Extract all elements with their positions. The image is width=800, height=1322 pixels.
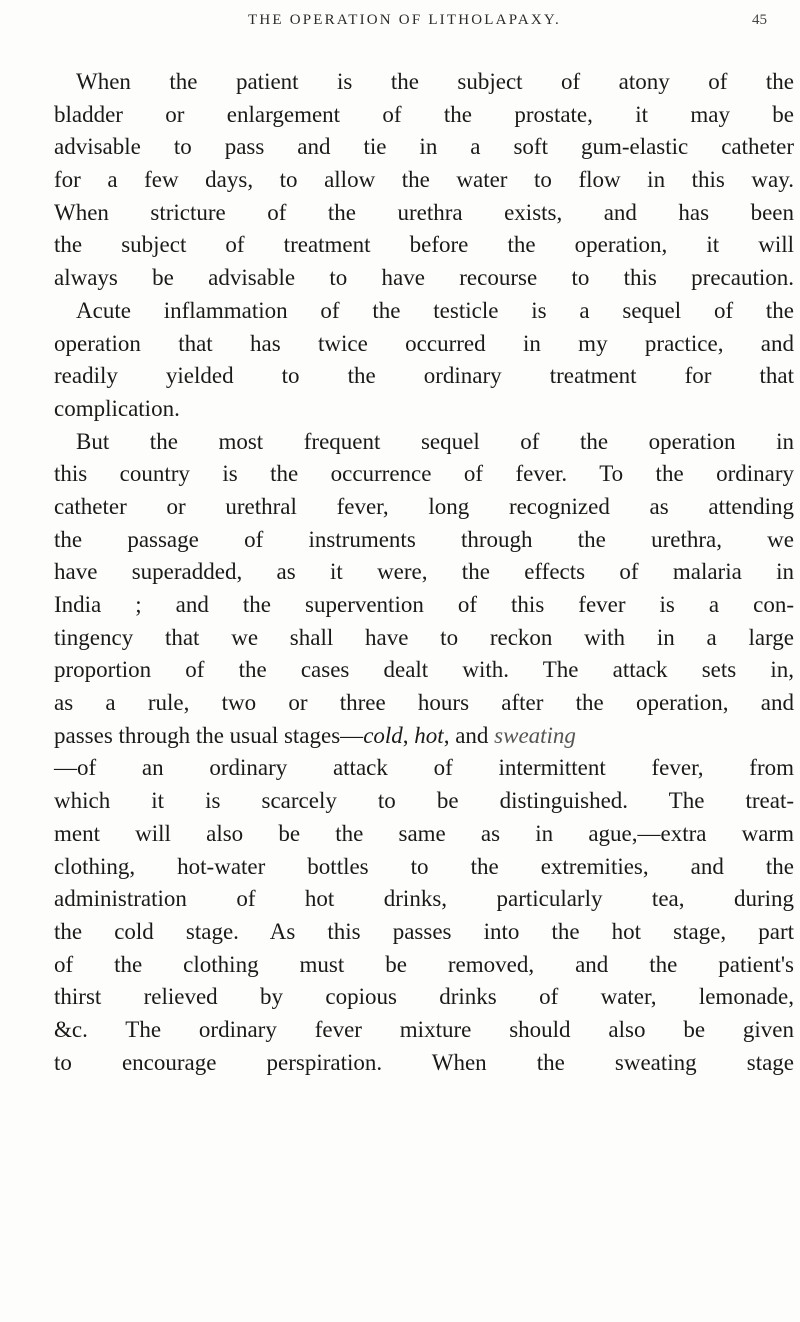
italic-word-sweating: sweating [494,722,576,748]
text-line: catheter or urethral fever, long recognized as attending [54,493,794,519]
text-line: the passage of instruments through the urethra, we [54,526,794,552]
text-line: clothing, hot-water bottles to the extremities, and the [54,853,794,879]
text-line: have superadded, as it were, the effects of malaria in [54,559,794,585]
text-line: India ; and the supervention of this fever is a con- [54,592,794,617]
text-line: &c. The ordinary fever mixture should also be given [54,1016,794,1042]
text-line: complication. [54,395,180,421]
text-line: —of an ordinary attack of intermittent fever, from [54,755,794,781]
text-line: thirst relieved by copious drinks of water, lemonade, [54,984,794,1010]
text-line: this country is the occurrence of fever. To the ordinary [54,461,794,487]
italic-word-cold: cold [363,722,403,748]
text-fragment: , and [443,722,495,748]
text-line: operation that has twice occurred in my practice, and [54,330,794,356]
text-line: When the patient is the subject of atony of the [76,69,794,94]
italic-word-hot: hot [414,722,444,748]
text-line: proportion of the cases dealt with. The attack sets in, [54,657,794,683]
text-line: administration of hot drinks, particularly tea, during [54,886,794,912]
text-line: always be advisable to have recourse to this precaution. [54,265,794,291]
text-line: bladder or enlargement of the prostate, it may be [54,101,794,127]
text-line: as a rule, two or three hours after the operation, and [54,690,794,716]
text-line: tingency that we shall have to reckon with in a large [54,624,794,650]
text-line: the subject of treatment before the operation, it will [54,232,794,258]
text-line: But the most frequent sequel of the operation in [76,428,794,454]
body-text [54,66,794,1079]
text-line: which it is scarcely to be distinguished. The treat- [54,788,794,814]
text-line: Acute inflammation of the testicle is a sequel of the [76,297,794,323]
text-line: ment will also be the same as in ague,—extra warm [54,820,794,846]
text-line: When stricture of the urethra exists, and has been [54,199,794,225]
running-head [0,12,800,42]
text-fragment: passes through the usual stages— [54,722,364,748]
text-line: the cold stage. As this passes into the hot stage, part [54,918,794,944]
text-line: advisable to pass and tie in a soft gum-elastic catheter [54,134,794,160]
text-line: for a few days, to allow the water to flow in this way. [54,167,794,193]
running-title: THE OPERATION OF LITHOLAPAXY. [248,12,561,28]
page-number: 45 [752,12,767,28]
text-fragment: , [402,722,415,748]
text-line: to encourage perspiration. When the sweating stage [54,1049,794,1075]
text-line: of the clothing must be removed, and the patient's [54,951,794,977]
text-line: readily yielded to the ordinary treatment for that [54,363,794,389]
text-line-with-italics [54,720,794,753]
